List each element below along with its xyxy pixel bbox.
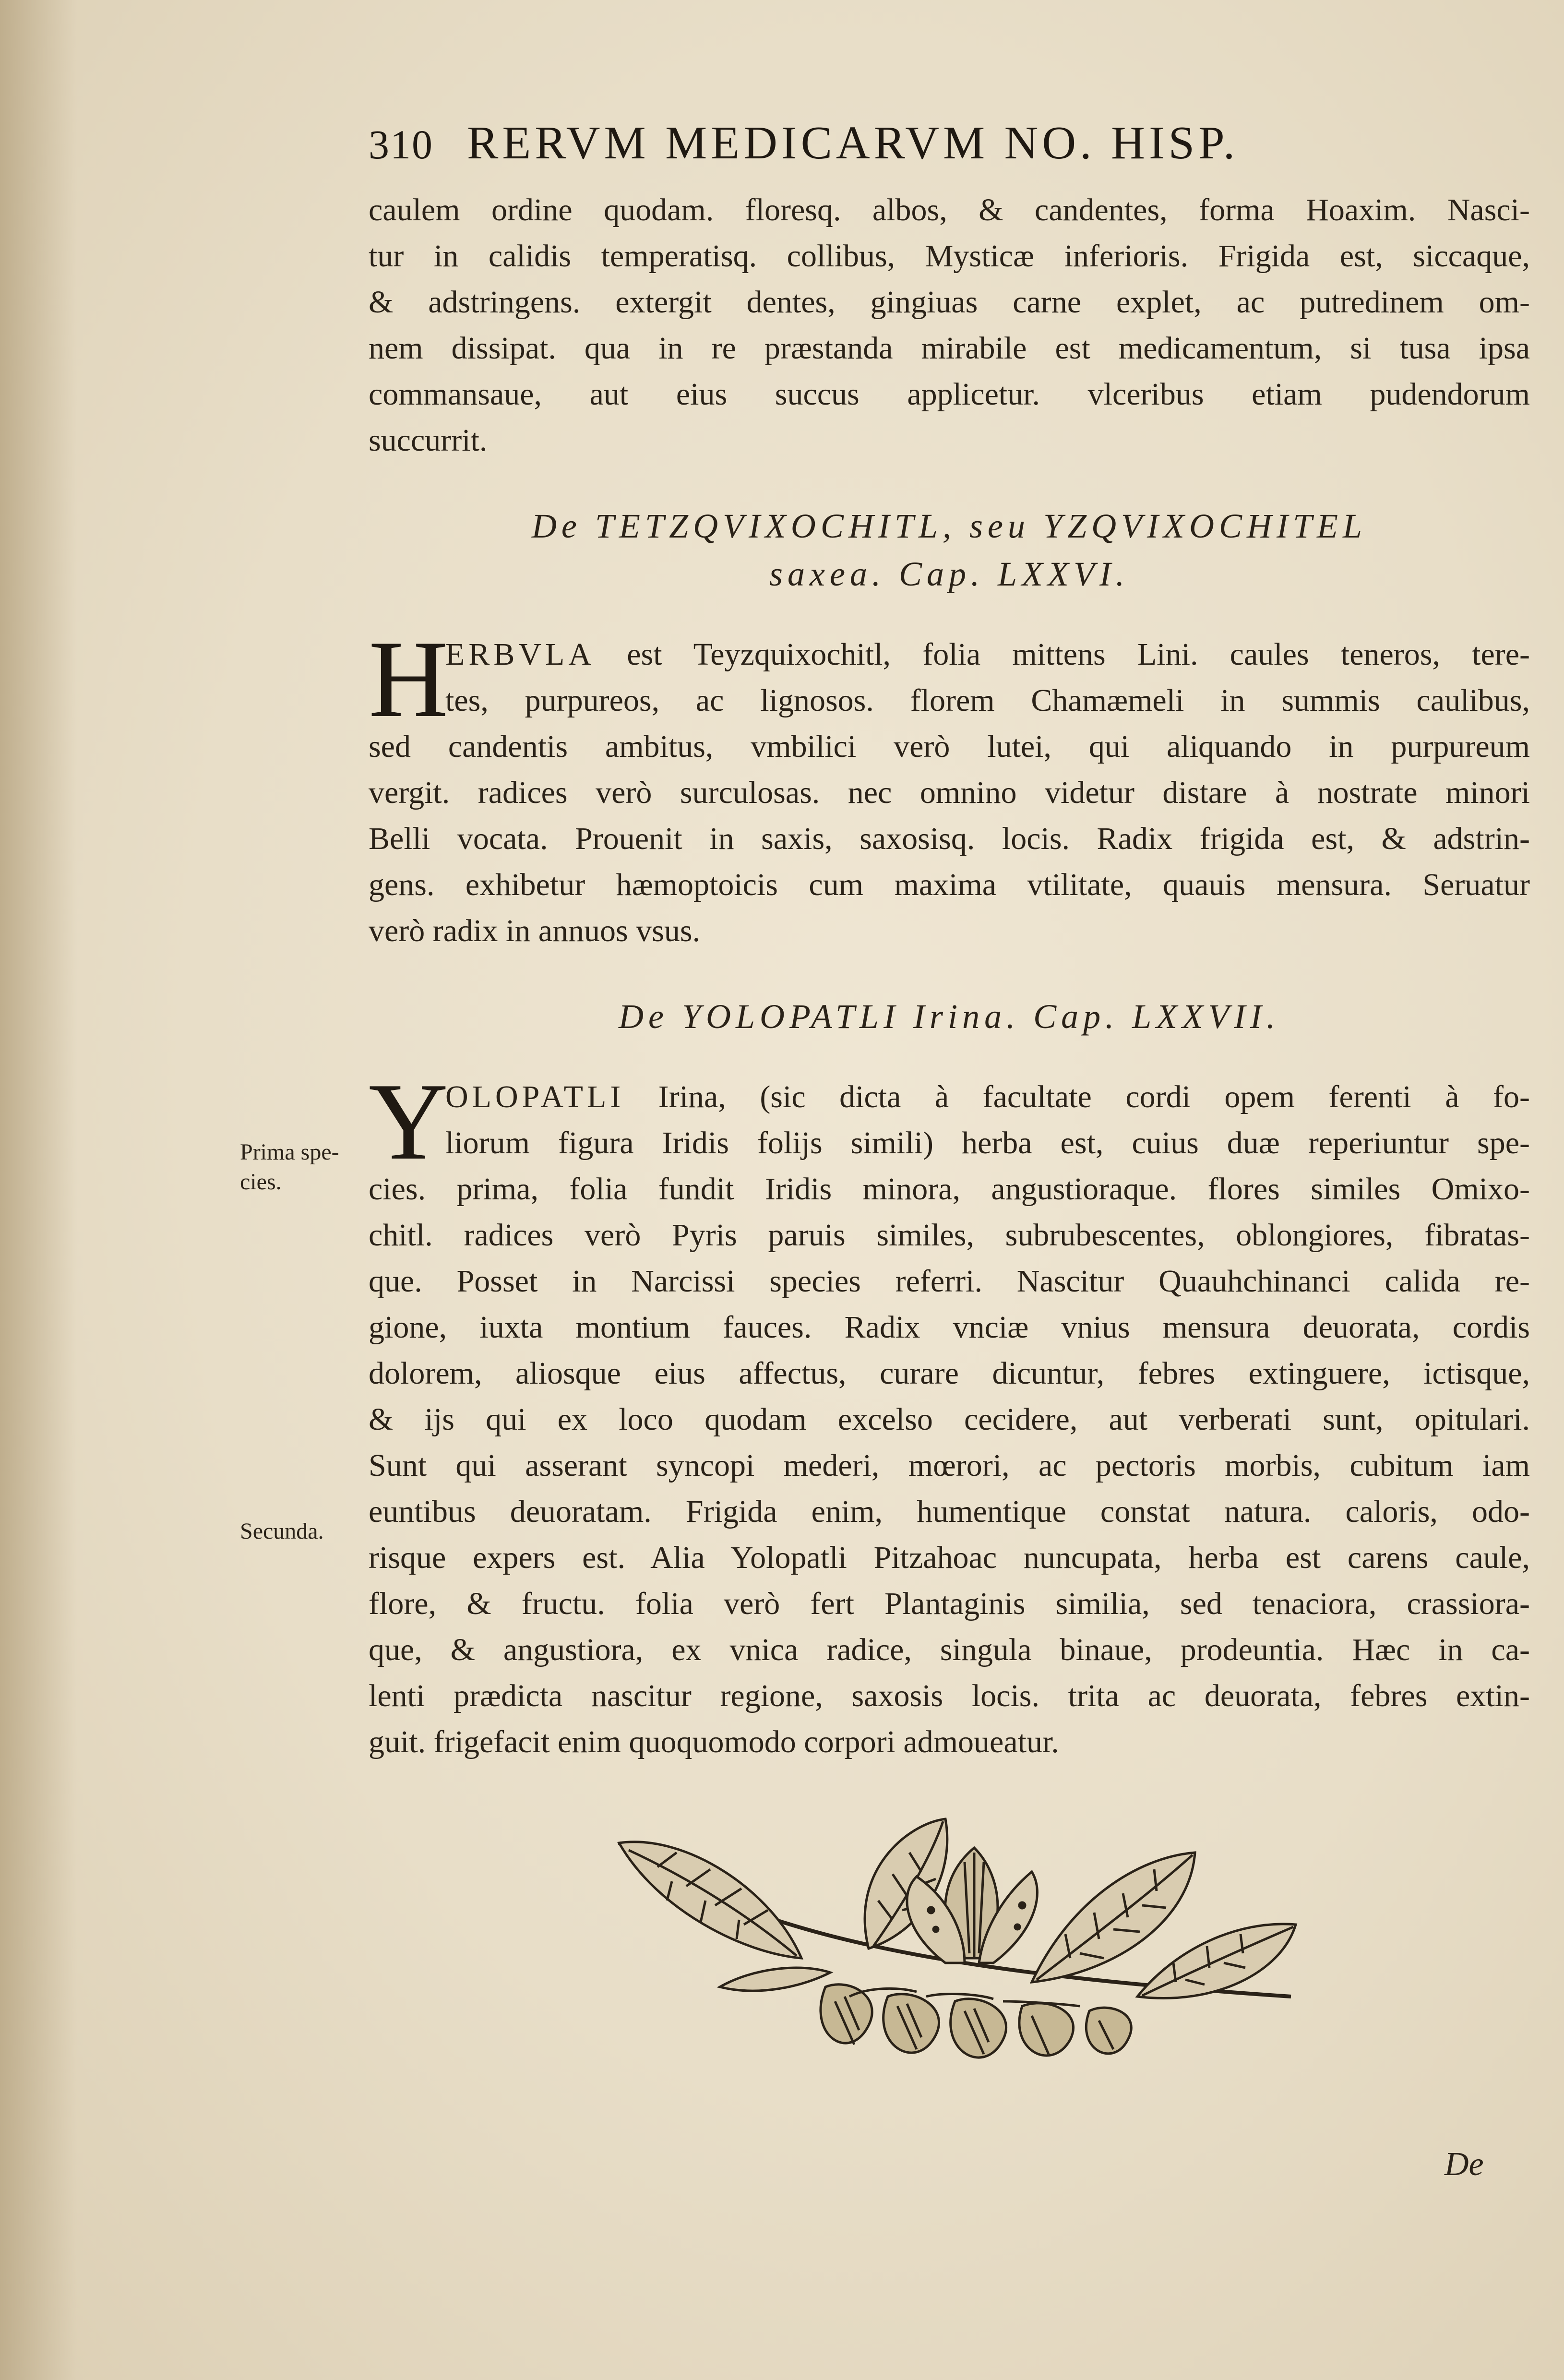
text-line: & ijs qui ex loco quodam excelso cecidere, aut verberati sunt, opitulari. <box>369 1402 1530 1437</box>
text-line: que. Posset in Narcissi species referri. Nascitur Quauhchinanci calida re- <box>369 1264 1530 1299</box>
text-line: nem dissipat. qua in re præstanda mirabile est medicamentum, si tusa ipsa <box>369 331 1530 366</box>
margin-note-secunda: Secunda. <box>240 1519 324 1544</box>
text-line: gens. exhibetur hæmoptoicis cum maxima vtilitate, quauis mensura. Seruatur <box>369 867 1530 902</box>
running-head <box>369 117 1530 187</box>
text-line: chitl. radices verò Pyris paruis similes, subrubescentes, oblongiores, fibratas- <box>369 1218 1530 1253</box>
text-line: sed candentis ambitus, vmbilici verò lutei, qui aliquando in purpureum <box>369 729 1530 764</box>
catchword: De <box>1445 2146 1484 2183</box>
chapter-77-paragraph <box>369 1060 1530 1765</box>
text-line: OLOPATLI Irina, (sic dicta à facultate cordi opem ferenti à fo- <box>445 1079 1530 1114</box>
text-line: lenti prædicta nascitur regione, saxosis locis. trita ac deuorata, febres extin- <box>369 1678 1530 1713</box>
text-line: tes, purpureos, ac lignosos. florem Chamæmeli in summis caulibus, <box>445 683 1530 718</box>
running-title: RERVM MEDICARVM NO. HISP. <box>467 117 1239 169</box>
first-word: ERBVLA <box>445 637 595 672</box>
text-line: tur in calidis temperatisq. collibus, Mysticæ inferioris. Frigida est, siccaque, <box>369 239 1530 274</box>
page-number: 310 <box>369 121 433 167</box>
text-line: guit. frigefacit enim quoquomodo corpori admoueatur. <box>369 1724 1059 1759</box>
text-line: liorum figura Iridis folijs simili) herba est, cuius duæ reperiuntur spe- <box>445 1125 1530 1160</box>
text-line: Sunt qui asserant syncopi mederi, mœrori, ac pectoris morbis, cubitum iam <box>369 1448 1530 1483</box>
text-line: commansaue, aut eius succus applicetur. vlceribus etiam pudendorum <box>369 377 1530 412</box>
text-line: que, & angustiora, ex vnica radice, singula binaue, prodeuntia. Hæc in ca- <box>369 1632 1530 1667</box>
text-line: & adstringens. extergit dentes, gingiuas carne explet, ac putredinem om- <box>369 285 1530 320</box>
text-line: gione, iuxta montium fauces. Radix vnciæ vnius mensura deuorata, cordis <box>369 1310 1530 1345</box>
text-line: cies. prima, folia fundit Iridis minora, angustioraque. flores similes Omixo- <box>369 1172 1530 1207</box>
text-line: risque expers est. Alia Yolopatli Pitzahoac nuncupata, herba est carens caule, <box>369 1540 1530 1575</box>
continuation-paragraph <box>369 187 1530 464</box>
text-line: caulem ordine quodam. floresq. albos, & candentes, forma Hoaxim. Nasci- <box>369 192 1530 227</box>
text-line: vergit. radices verò surculosas. nec omnino videtur distare à nostrate minori <box>369 775 1530 810</box>
text-line: dolorem, aliosque eius affectus, curare dicuntur, febres extinguere, ictisque, <box>369 1356 1530 1391</box>
margin-note-prima: Prima spe- cies. <box>240 1139 339 1195</box>
text-line: euntibus deuoratam. Frigida enim, humentique constat natura. caloris, odo- <box>369 1494 1530 1529</box>
chapter-76-subtitle: saxea. Cap. LXXVI. <box>769 555 1129 593</box>
drop-cap: H <box>369 618 449 740</box>
chapter-76-paragraph <box>369 618 1530 954</box>
plant-woodcut-illustration <box>600 1814 1310 2083</box>
text-line: Belli vocata. Prouenit in saxis, saxosisq. locis. Radix frigida est, & adstrin- <box>369 821 1530 856</box>
drop-cap: Y <box>369 1060 449 1183</box>
text-line: verò radix in annuos vsus. <box>369 913 701 948</box>
text-line: succurrit. <box>369 423 488 458</box>
text-line: ERBVLA est Teyzquixochitl, folia mittens Lini. caules teneros, tere- <box>445 637 1530 672</box>
first-word: OLOPATLI <box>445 1079 625 1114</box>
chapter-77-title: De YOLOPATLI Irina. Cap. LXXVII. <box>618 997 1280 1036</box>
text-block <box>369 117 1530 1765</box>
text-line: flore, & fructu. folia verò fert Plantaginis similia, sed tenaciora, crassiora- <box>369 1586 1530 1621</box>
chapter-76-title: De TETZQVIXOCHITL, seu YZQVIXOCHITEL <box>531 507 1367 545</box>
page-gutter-shadow <box>0 0 77 2380</box>
